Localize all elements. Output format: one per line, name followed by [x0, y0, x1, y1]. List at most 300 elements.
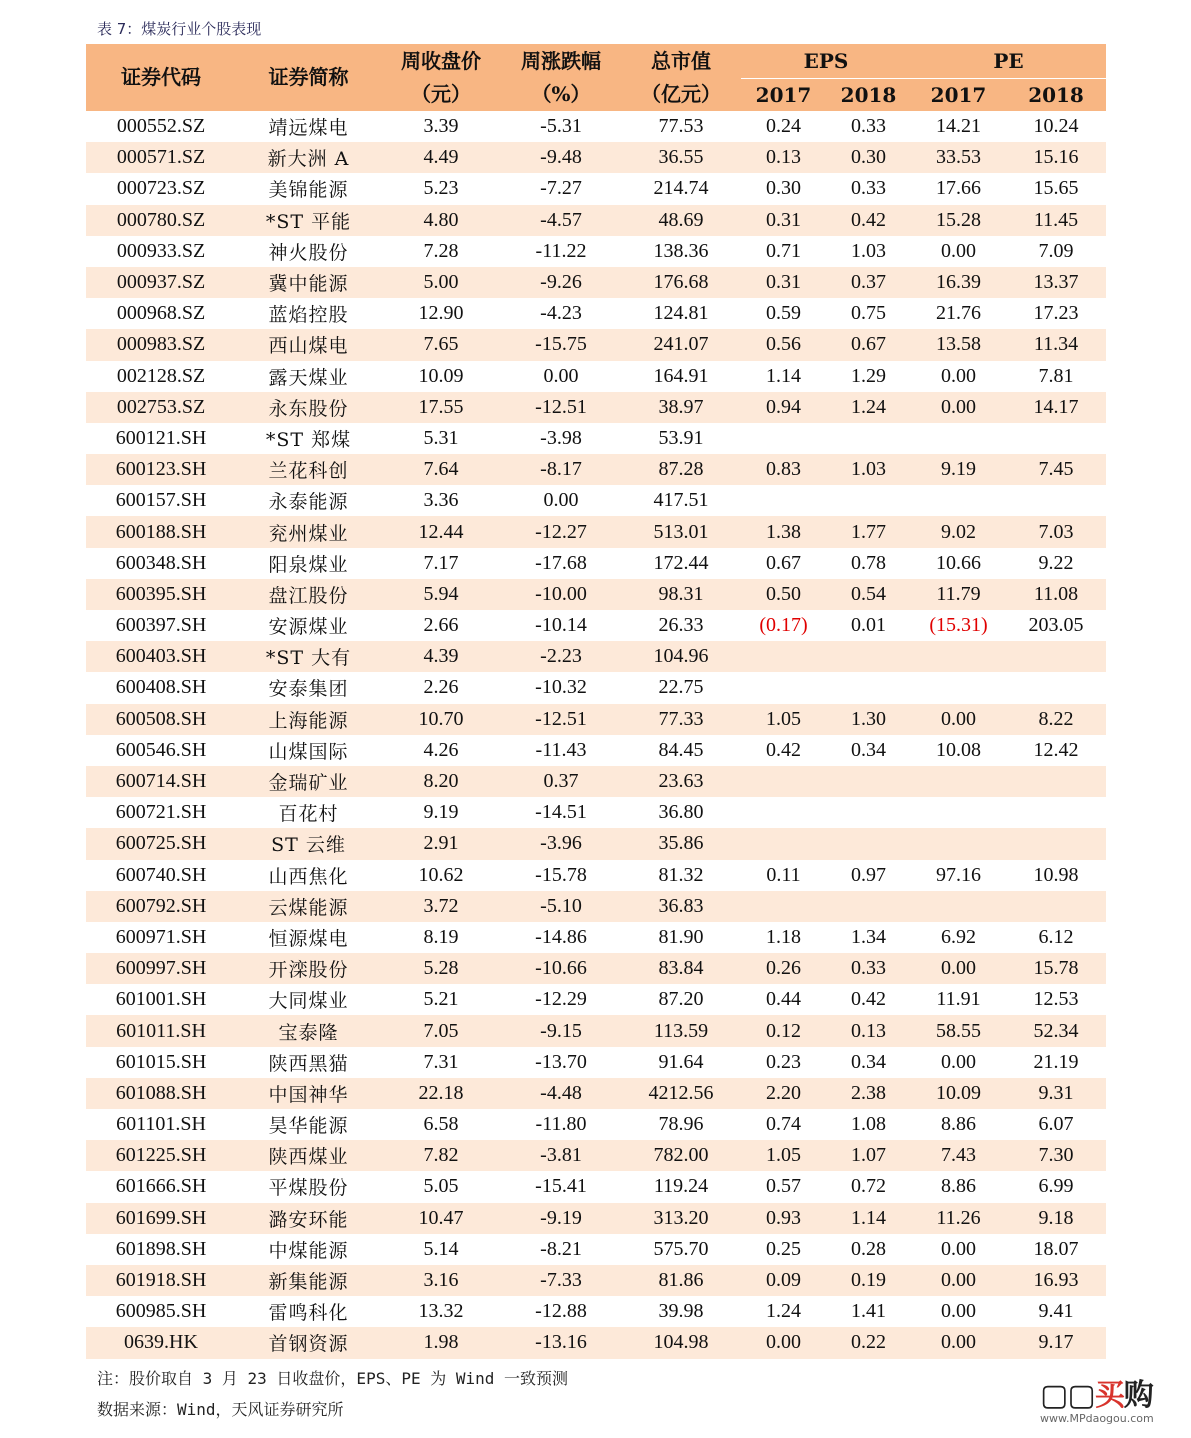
- header-pe-2017: 2017: [911, 79, 1006, 112]
- cell-name: 蓝焰控股: [236, 298, 381, 329]
- cell-mcap: 782.00: [621, 1140, 741, 1171]
- table-row: [86, 1109, 1106, 1140]
- cell-close: 5.14: [381, 1234, 501, 1265]
- table-row: [86, 766, 1106, 797]
- cell-code: 600721.SH: [86, 797, 236, 828]
- cell-name: 美锦能源: [236, 173, 381, 204]
- cell-eps18: 0.19: [826, 1265, 911, 1296]
- cell-chg: -9.26: [501, 267, 621, 298]
- cell-eps18: 0.78: [826, 548, 911, 579]
- cell-eps18: 0.30: [826, 142, 911, 173]
- cell-close: 8.20: [381, 766, 501, 797]
- cell-name: 陕西黑猫: [236, 1047, 381, 1078]
- header-name: 证券简称: [236, 44, 381, 111]
- cell-close: 5.94: [381, 579, 501, 610]
- cell-mcap: 138.36: [621, 236, 741, 267]
- cell-pe17: [911, 672, 1006, 703]
- footnote: 注：股价取自 3 月 23 日收盘价，EPS、PE 为 Wind 一致预测: [97, 1369, 569, 1388]
- cell-pe17: 0.00: [911, 1265, 1006, 1296]
- cell-close: 5.00: [381, 267, 501, 298]
- cell-mcap: 39.98: [621, 1296, 741, 1327]
- cell-name: 金瑞矿业: [236, 766, 381, 797]
- header-code: 证券代码: [86, 44, 236, 111]
- cell-eps18: [826, 766, 911, 797]
- cell-mcap: 124.81: [621, 298, 741, 329]
- watermark-url: www.MPdaogou.com: [1040, 1412, 1154, 1425]
- stock-performance-table: [86, 44, 1106, 1359]
- cell-name: 宝泰隆: [236, 1015, 381, 1046]
- cell-mcap: 26.33: [621, 610, 741, 641]
- cell-eps17: 0.42: [741, 735, 826, 766]
- cell-chg: -11.43: [501, 735, 621, 766]
- cell-chg: -15.78: [501, 860, 621, 891]
- cell-chg: -12.88: [501, 1296, 621, 1327]
- cell-name: 安泰集团: [236, 672, 381, 703]
- cell-pe18: 21.19: [1006, 1047, 1106, 1078]
- cell-eps17: [741, 641, 826, 672]
- cell-name: 新集能源: [236, 1265, 381, 1296]
- cell-name: 上海能源: [236, 704, 381, 735]
- cell-close: 7.65: [381, 329, 501, 360]
- cell-chg: -15.75: [501, 329, 621, 360]
- cell-pe18: [1006, 641, 1106, 672]
- cell-code: 600123.SH: [86, 454, 236, 485]
- cell-pe18: [1006, 766, 1106, 797]
- table-row: [86, 361, 1106, 392]
- cell-eps18: 0.34: [826, 735, 911, 766]
- cell-eps17: [741, 766, 826, 797]
- cell-chg: -3.98: [501, 423, 621, 454]
- table-row: [86, 548, 1106, 579]
- cell-mcap: 87.20: [621, 984, 741, 1015]
- table-row: [86, 485, 1106, 516]
- cell-mcap: 172.44: [621, 548, 741, 579]
- cell-close: 2.66: [381, 610, 501, 641]
- table-row: [86, 735, 1106, 766]
- table-row: [86, 298, 1106, 329]
- cell-eps18: 1.34: [826, 922, 911, 953]
- cell-chg: -8.21: [501, 1234, 621, 1265]
- cell-pe18: 7.09: [1006, 236, 1106, 267]
- cell-mcap: 81.32: [621, 860, 741, 891]
- cell-pe17: 11.91: [911, 984, 1006, 1015]
- cell-eps17: 0.44: [741, 984, 826, 1015]
- table-row: [86, 516, 1106, 547]
- cell-close: 5.28: [381, 953, 501, 984]
- table-row: [86, 1047, 1106, 1078]
- cell-code: 000780.SZ: [86, 205, 236, 236]
- cell-chg: -9.48: [501, 142, 621, 173]
- header-mcap-line1: 总市值: [651, 48, 711, 73]
- cell-eps17: 1.14: [741, 361, 826, 392]
- table-row: [86, 1327, 1106, 1358]
- cell-close: 5.05: [381, 1171, 501, 1202]
- cell-pe18: 52.34: [1006, 1015, 1106, 1046]
- cell-pe17: 0.00: [911, 704, 1006, 735]
- cell-close: 7.82: [381, 1140, 501, 1171]
- watermark-logo: [1040, 1370, 1180, 1430]
- cell-name: 盘江股份: [236, 579, 381, 610]
- cell-code: 000983.SZ: [86, 329, 236, 360]
- cell-eps18: 0.67: [826, 329, 911, 360]
- cell-eps17: (0.17): [741, 610, 826, 641]
- cell-chg: -15.41: [501, 1171, 621, 1202]
- cell-pe18: 9.31: [1006, 1078, 1106, 1109]
- cell-pe18: 9.17: [1006, 1327, 1106, 1358]
- cell-pe17: [911, 766, 1006, 797]
- cell-eps18: [826, 891, 911, 922]
- cell-eps18: 0.75: [826, 298, 911, 329]
- cell-eps17: 0.23: [741, 1047, 826, 1078]
- cell-close: 7.05: [381, 1015, 501, 1046]
- cell-eps18: 0.42: [826, 205, 911, 236]
- cell-code: 601225.SH: [86, 1140, 236, 1171]
- cell-close: 10.47: [381, 1203, 501, 1234]
- cell-pe18: 15.65: [1006, 173, 1106, 204]
- table-row: [86, 111, 1106, 142]
- cell-pe17: [911, 641, 1006, 672]
- cell-name: 兖州煤业: [236, 516, 381, 547]
- cell-close: 10.70: [381, 704, 501, 735]
- cell-eps17: 0.11: [741, 860, 826, 891]
- cell-code: 0639.HK: [86, 1327, 236, 1358]
- cell-eps17: 0.59: [741, 298, 826, 329]
- cell-close: 22.18: [381, 1078, 501, 1109]
- cell-pe17: 9.19: [911, 454, 1006, 485]
- cell-eps17: [741, 423, 826, 454]
- cell-mcap: 22.75: [621, 672, 741, 703]
- cell-code: 000968.SZ: [86, 298, 236, 329]
- cell-name: 开滦股份: [236, 953, 381, 984]
- table-row: [86, 205, 1106, 236]
- cell-eps18: [826, 641, 911, 672]
- table-row: [86, 392, 1106, 423]
- cell-eps17: 0.24: [741, 111, 826, 142]
- cell-eps18: 0.72: [826, 1171, 911, 1202]
- table-row: [86, 1203, 1106, 1234]
- cell-pe17: [911, 423, 1006, 454]
- cell-close: 17.55: [381, 392, 501, 423]
- cell-eps17: 1.24: [741, 1296, 826, 1327]
- cell-pe18: 16.93: [1006, 1265, 1106, 1296]
- cell-eps18: [826, 672, 911, 703]
- header-eps-2018: 2018: [826, 79, 911, 112]
- cell-pe18: 14.17: [1006, 392, 1106, 423]
- cell-close: 7.28: [381, 236, 501, 267]
- cell-eps18: 0.97: [826, 860, 911, 891]
- cell-eps17: 2.20: [741, 1078, 826, 1109]
- cell-pe17: 16.39: [911, 267, 1006, 298]
- header-pe: PE: [911, 44, 1106, 79]
- cell-chg: -10.00: [501, 579, 621, 610]
- cell-close: 12.90: [381, 298, 501, 329]
- table-row: [86, 641, 1106, 672]
- cell-eps17: 1.18: [741, 922, 826, 953]
- cell-chg: -5.31: [501, 111, 621, 142]
- cell-close: 5.21: [381, 984, 501, 1015]
- cell-close: 10.62: [381, 860, 501, 891]
- cell-code: 600985.SH: [86, 1296, 236, 1327]
- cell-pe17: 97.16: [911, 860, 1006, 891]
- cell-chg: -10.66: [501, 953, 621, 984]
- cell-mcap: 575.70: [621, 1234, 741, 1265]
- cell-chg: -14.86: [501, 922, 621, 953]
- cell-chg: -13.16: [501, 1327, 621, 1358]
- cell-mcap: 53.91: [621, 423, 741, 454]
- cell-eps18: 1.77: [826, 516, 911, 547]
- cell-chg: -8.17: [501, 454, 621, 485]
- cell-eps18: [826, 423, 911, 454]
- cell-eps17: [741, 891, 826, 922]
- cell-eps17: 0.93: [741, 1203, 826, 1234]
- cell-mcap: 4212.56: [621, 1078, 741, 1109]
- cell-close: 2.26: [381, 672, 501, 703]
- cell-name: 神火股份: [236, 236, 381, 267]
- cell-chg: 0.37: [501, 766, 621, 797]
- cell-name: 兰花科创: [236, 454, 381, 485]
- cell-eps18: [826, 797, 911, 828]
- cell-pe18: [1006, 828, 1106, 859]
- cell-close: 4.26: [381, 735, 501, 766]
- cell-chg: -9.19: [501, 1203, 621, 1234]
- header-eps: EPS: [741, 44, 911, 79]
- cell-code: 600157.SH: [86, 485, 236, 516]
- table-row: [86, 1265, 1106, 1296]
- table-row: [86, 1234, 1106, 1265]
- cell-name: 首钢资源: [236, 1327, 381, 1358]
- cell-code: 600188.SH: [86, 516, 236, 547]
- cell-eps17: [741, 797, 826, 828]
- cell-pe17: 0.00: [911, 1234, 1006, 1265]
- cell-code: 600397.SH: [86, 610, 236, 641]
- cell-code: 601015.SH: [86, 1047, 236, 1078]
- cell-pe17: 10.66: [911, 548, 1006, 579]
- cell-code: 000933.SZ: [86, 236, 236, 267]
- cell-mcap: 104.96: [621, 641, 741, 672]
- cell-pe17: [911, 485, 1006, 516]
- cell-chg: -2.23: [501, 641, 621, 672]
- cell-pe17: [911, 891, 1006, 922]
- cell-code: 601918.SH: [86, 1265, 236, 1296]
- cell-pe17: 0.00: [911, 361, 1006, 392]
- cell-pe18: 11.45: [1006, 205, 1106, 236]
- cell-name: 永东股份: [236, 392, 381, 423]
- cell-mcap: 81.86: [621, 1265, 741, 1296]
- cell-name: 大同煤业: [236, 984, 381, 1015]
- table-row: [86, 891, 1106, 922]
- cell-eps17: 1.05: [741, 704, 826, 735]
- cell-name: 潞安环能: [236, 1203, 381, 1234]
- cell-mcap: 214.74: [621, 173, 741, 204]
- header-close: [381, 44, 501, 111]
- cell-code: 600971.SH: [86, 922, 236, 953]
- table-row: [86, 579, 1106, 610]
- cell-eps18: 1.29: [826, 361, 911, 392]
- cell-eps17: 0.30: [741, 173, 826, 204]
- cell-code: 600408.SH: [86, 672, 236, 703]
- cell-eps17: 0.13: [741, 142, 826, 173]
- cell-pe17: 11.79: [911, 579, 1006, 610]
- cell-pe18: [1006, 485, 1106, 516]
- cell-chg: -14.51: [501, 797, 621, 828]
- cell-pe17: 8.86: [911, 1171, 1006, 1202]
- cell-eps18: 0.33: [826, 953, 911, 984]
- cell-pe17: 0.00: [911, 1296, 1006, 1327]
- cell-pe17: (15.31): [911, 610, 1006, 641]
- cell-pe17: 0.00: [911, 1327, 1006, 1358]
- cell-code: 600997.SH: [86, 953, 236, 984]
- table-row: [86, 953, 1106, 984]
- cell-code: 601011.SH: [86, 1015, 236, 1046]
- cell-mcap: 78.96: [621, 1109, 741, 1140]
- cell-mcap: 513.01: [621, 516, 741, 547]
- cell-mcap: 23.63: [621, 766, 741, 797]
- cell-eps18: 0.54: [826, 579, 911, 610]
- cell-close: 7.64: [381, 454, 501, 485]
- cell-pe17: [911, 797, 1006, 828]
- cell-eps17: [741, 485, 826, 516]
- header-mcap-line2: （亿元）: [641, 81, 721, 106]
- cell-eps17: 0.31: [741, 205, 826, 236]
- cell-close: 3.16: [381, 1265, 501, 1296]
- cell-name: 平煤股份: [236, 1171, 381, 1202]
- cell-pe17: 0.00: [911, 392, 1006, 423]
- cell-name: 靖远煤电: [236, 111, 381, 142]
- cell-eps17: 1.05: [741, 1140, 826, 1171]
- cell-eps18: 1.03: [826, 454, 911, 485]
- cell-mcap: 176.68: [621, 267, 741, 298]
- cell-eps18: 0.01: [826, 610, 911, 641]
- cell-pe18: 18.07: [1006, 1234, 1106, 1265]
- cell-close: 13.32: [381, 1296, 501, 1327]
- cell-close: 12.44: [381, 516, 501, 547]
- cell-close: 9.19: [381, 797, 501, 828]
- cell-eps18: 0.33: [826, 173, 911, 204]
- table-row: [86, 329, 1106, 360]
- cell-name: ST 云维: [236, 828, 381, 859]
- cell-pe17: 10.08: [911, 735, 1006, 766]
- table-row: [86, 1015, 1106, 1046]
- cell-eps17: [741, 828, 826, 859]
- cell-chg: 0.00: [501, 361, 621, 392]
- cell-pe17: 14.21: [911, 111, 1006, 142]
- cell-name: 山西焦化: [236, 860, 381, 891]
- cell-code: 600508.SH: [86, 704, 236, 735]
- cell-chg: -4.23: [501, 298, 621, 329]
- cell-mcap: 91.64: [621, 1047, 741, 1078]
- header-change: [501, 44, 621, 111]
- cell-chg: 0.00: [501, 485, 621, 516]
- cell-pe18: [1006, 891, 1106, 922]
- cell-code: 600714.SH: [86, 766, 236, 797]
- cell-code: 601699.SH: [86, 1203, 236, 1234]
- cell-chg: -7.27: [501, 173, 621, 204]
- cell-eps17: 0.57: [741, 1171, 826, 1202]
- cell-code: 000571.SZ: [86, 142, 236, 173]
- cell-chg: -10.32: [501, 672, 621, 703]
- cell-eps18: 0.33: [826, 111, 911, 142]
- cell-chg: -4.48: [501, 1078, 621, 1109]
- cell-eps18: 1.08: [826, 1109, 911, 1140]
- table-row: [86, 267, 1106, 298]
- cell-name: 西山煤电: [236, 329, 381, 360]
- cell-pe18: 6.99: [1006, 1171, 1106, 1202]
- cell-pe17: 0.00: [911, 236, 1006, 267]
- cell-mcap: 113.59: [621, 1015, 741, 1046]
- cell-eps18: 0.22: [826, 1327, 911, 1358]
- cell-eps17: 0.56: [741, 329, 826, 360]
- cell-code: 601666.SH: [86, 1171, 236, 1202]
- cell-pe18: 6.07: [1006, 1109, 1106, 1140]
- cell-eps17: 0.12: [741, 1015, 826, 1046]
- cell-eps17: 1.38: [741, 516, 826, 547]
- cell-pe18: 9.18: [1006, 1203, 1106, 1234]
- cell-eps18: 0.37: [826, 267, 911, 298]
- table-row: [86, 454, 1106, 485]
- cell-mcap: 77.53: [621, 111, 741, 142]
- cell-code: 600348.SH: [86, 548, 236, 579]
- table-row: [86, 797, 1106, 828]
- cell-close: 6.58: [381, 1109, 501, 1140]
- cell-code: 600725.SH: [86, 828, 236, 859]
- cell-mcap: 36.55: [621, 142, 741, 173]
- cell-pe17: [911, 828, 1006, 859]
- cell-name: 冀中能源: [236, 267, 381, 298]
- table-row: [86, 1140, 1106, 1171]
- table-row: [86, 672, 1106, 703]
- cell-close: 3.39: [381, 111, 501, 142]
- cell-pe17: 15.28: [911, 205, 1006, 236]
- cell-name: *ST 大有: [236, 641, 381, 672]
- cell-name: 新大洲 A: [236, 142, 381, 173]
- cell-pe17: 6.92: [911, 922, 1006, 953]
- cell-name: 陕西煤业: [236, 1140, 381, 1171]
- cell-name: 雷鸣科化: [236, 1296, 381, 1327]
- cell-eps18: 2.38: [826, 1078, 911, 1109]
- cell-eps18: 1.03: [826, 236, 911, 267]
- cell-chg: -5.10: [501, 891, 621, 922]
- cell-eps17: 0.09: [741, 1265, 826, 1296]
- cell-mcap: 48.69: [621, 205, 741, 236]
- table-caption: 表 7：煤炭行业个股表现: [97, 20, 262, 38]
- cell-chg: -12.29: [501, 984, 621, 1015]
- cell-eps18: [826, 828, 911, 859]
- cell-close: 5.23: [381, 173, 501, 204]
- cell-name: 阳泉煤业: [236, 548, 381, 579]
- cell-chg: -11.22: [501, 236, 621, 267]
- cell-chg: -12.51: [501, 704, 621, 735]
- cell-chg: -17.68: [501, 548, 621, 579]
- cell-close: 8.19: [381, 922, 501, 953]
- cell-eps18: 0.28: [826, 1234, 911, 1265]
- cell-mcap: 241.07: [621, 329, 741, 360]
- cell-eps18: 0.13: [826, 1015, 911, 1046]
- cell-eps18: 1.30: [826, 704, 911, 735]
- table-row: [86, 922, 1106, 953]
- cell-mcap: 417.51: [621, 485, 741, 516]
- watermark-brand: ▢▢买购: [1040, 1378, 1153, 1413]
- cell-name: 百花村: [236, 797, 381, 828]
- cell-name: 山煤国际: [236, 735, 381, 766]
- cell-name: 中国神华: [236, 1078, 381, 1109]
- cell-mcap: 36.83: [621, 891, 741, 922]
- cell-pe18: 13.37: [1006, 267, 1106, 298]
- cell-close: 5.31: [381, 423, 501, 454]
- cell-pe18: 7.81: [1006, 361, 1106, 392]
- cell-pe18: 12.53: [1006, 984, 1106, 1015]
- table-row: [86, 236, 1106, 267]
- cell-chg: -13.70: [501, 1047, 621, 1078]
